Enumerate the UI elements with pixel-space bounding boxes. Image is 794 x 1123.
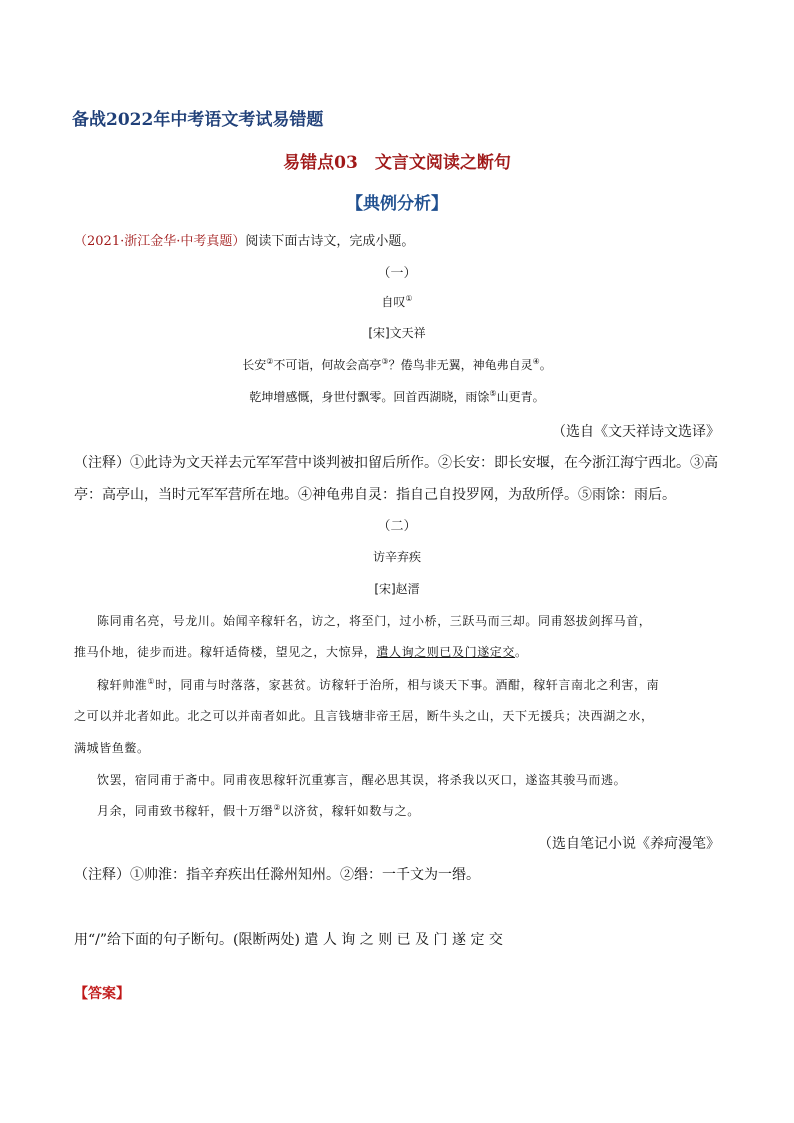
- note-mark: ①: [147, 677, 156, 686]
- poem-text: 山更青。: [496, 390, 545, 404]
- part2-label: （二）: [377, 519, 417, 534]
- poem-title: [0, 293, 794, 310]
- document-title: 备战2022年中考语文考试易错题: [72, 110, 324, 130]
- prose-p2-line1: [97, 676, 659, 693]
- poem-line-1: [0, 356, 794, 373]
- question-text: 用“/”给下面的句子断句。(限断两处) 遣 人 询 之 则 已 及 门 遂 定 交: [74, 932, 503, 948]
- poem-text: 不可诣，何故会高亭: [273, 358, 382, 372]
- poem-text: 。: [539, 358, 552, 372]
- poem-text: ？倦鸟非无翼，神龟弗自灵: [388, 358, 533, 372]
- prose-p3: 饮罢，宿同甫于斋中。同甫夜思稼轩沉重寡言，醒必思其误，将杀我以灭口，遂盗其骏马而逃。: [97, 773, 627, 787]
- topic-subtitle: 易错点03 文言文阅读之断句: [283, 153, 511, 173]
- exam-source: （2021·浙江金华·中考真题）: [74, 234, 246, 249]
- prose-text: 稼轩帅淮: [97, 678, 148, 692]
- note-mark: ⑤: [489, 389, 497, 398]
- part1-label: （一）: [377, 266, 417, 281]
- underlined-sentence: 遣人询之则已及门遂定交: [376, 645, 516, 659]
- note-mark: ②: [273, 803, 282, 812]
- prose-title: 访辛弃疾: [372, 550, 421, 564]
- note-mark: ②: [266, 357, 274, 366]
- prose-text: 月余，同甫致书稼轩，假十万缗: [97, 804, 274, 818]
- notes-line-2: 亭：高亭山，当时元军军营所在地。④神龟弗自灵：指自己自投罗网，为敌所俘。⑤雨馀：雨后。: [74, 487, 676, 503]
- poem-author: [宋]文天祥: [368, 326, 426, 340]
- poem-title-text: 自叹: [381, 295, 406, 309]
- prose-text: 以济贫，稼轩如数与之。: [281, 804, 420, 818]
- poem-text: 长安: [242, 358, 267, 372]
- prose-p1-line2: [74, 643, 528, 660]
- prose-text: 时，同甫与时落落，家甚贫。访稼轩于治所，相与谈天下事。酒酣，稼轩言南北之利害，南: [155, 678, 660, 692]
- note-mark: ④: [532, 357, 540, 366]
- poem-text: 乾坤增感慨，身世付飘零。回首西湖晓，雨馀: [249, 390, 490, 404]
- intro-line: [74, 230, 414, 249]
- prose-author: [宋]赵溍: [374, 582, 420, 596]
- prose-p2-line3: 满城皆鱼鳖。: [74, 741, 150, 755]
- poem-line-2: [0, 388, 794, 405]
- prose-notes: （注释）①帅淮：指辛弃疾出任滁州知州。②缗：一千文为一缗。: [74, 867, 480, 883]
- prose-text: 推马仆地，徒步而进。稼轩适倚楼，望见之，大惊异，: [74, 645, 377, 659]
- prose-source: （选自笔记小说《养疴漫笔》: [538, 836, 720, 852]
- poem-title-note: ①: [405, 294, 413, 303]
- prose-p4: [97, 802, 420, 819]
- intro-text: 阅读下面古诗文，完成小题。: [245, 234, 415, 249]
- poem-source: （选自《文天祥诗文选译》: [552, 424, 720, 440]
- prose-p1-line1: 陈同甫名亮，号龙川。始闻辛稼轩名，访之，将至门，过小桥，三跃马而三却。同甫怒拔剑挥马首，: [97, 614, 652, 628]
- notes-line-1: （注释）①此诗为文天祥去元军军营中谈判被扣留后所作。②长安：即长安堰，在今浙江海宁西北。③高: [74, 455, 718, 471]
- section-heading: 【典例分析】: [346, 194, 448, 214]
- prose-p2-line2: 之可以并北者如此。北之可以并南者如此。且言钱塘非帝王居，断牛头之山，天下无援兵；决西湖之水，: [74, 709, 654, 723]
- note-mark: ③: [381, 357, 389, 366]
- answer-label: 【答案】: [74, 986, 130, 1002]
- prose-text: 。: [515, 645, 528, 659]
